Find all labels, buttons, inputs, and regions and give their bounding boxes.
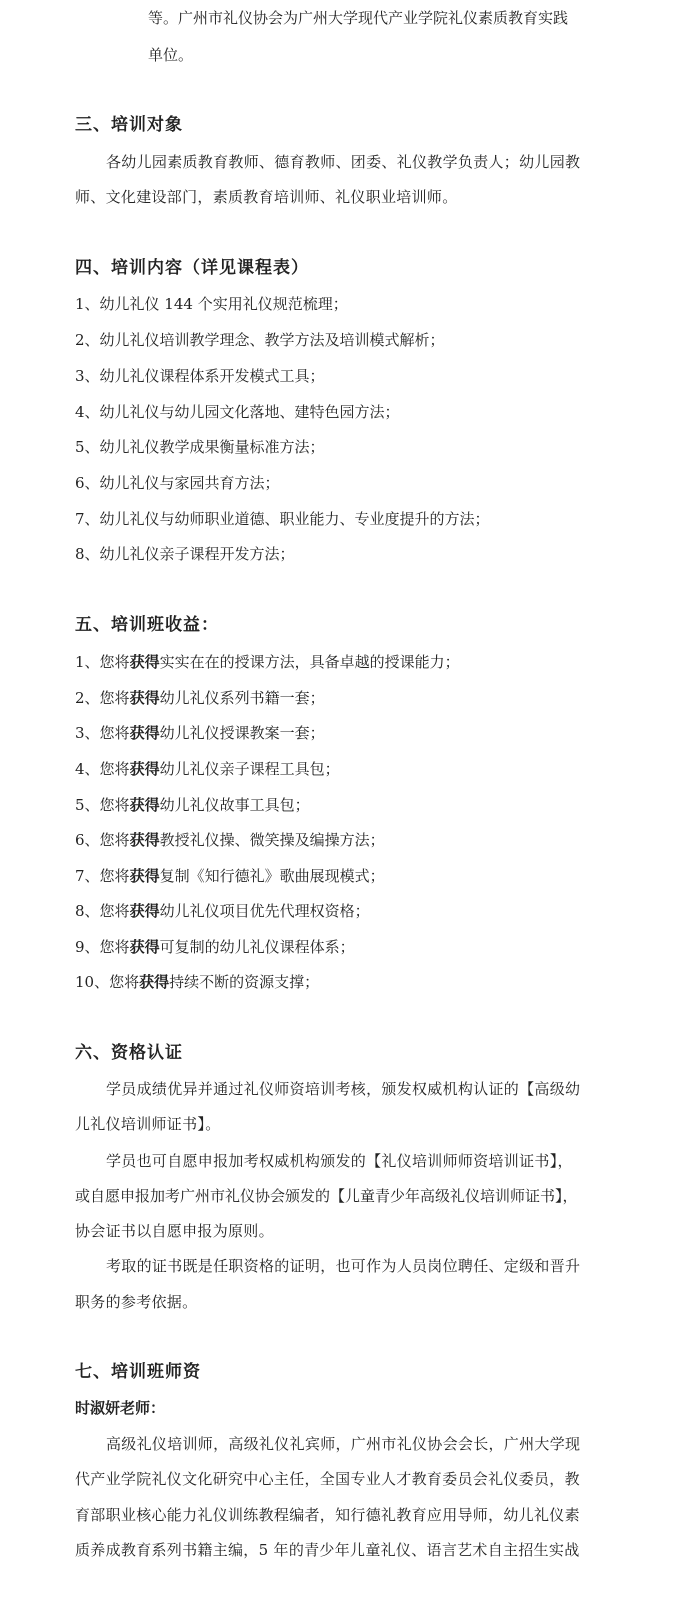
section-6-p2-line-1: 学员也可自愿申报加考权威机构颁发的【礼仪培训师师资培训证书】，: [106, 1152, 573, 1170]
section-4-item: 4、幼儿礼仪与幼儿园文化落地、建特色园方法；: [75, 403, 400, 421]
teacher-bio-line-3: 育部职业核心能力礼仪训练教程编者，知行德礼教育应用导师，幼儿礼仪素: [75, 1506, 580, 1524]
benefit-number: 4、: [75, 760, 100, 778]
benefit-item: [75, 759, 340, 779]
benefit-keyword: 获得: [129, 831, 160, 849]
benefit-item: [75, 937, 355, 957]
benefit-prefix: 您将: [99, 689, 130, 707]
benefit-text: 幼儿礼仪亲子课程工具包；: [159, 760, 340, 778]
teacher-bio-line-2: 代产业学院礼仪文化研究中心主任，全国专业人才教育委员会礼仪委员，教: [75, 1470, 580, 1488]
section-4-heading: 四、培训内容（详见课程表）: [75, 258, 309, 278]
benefit-item: [75, 795, 310, 815]
benefit-text: 可复制的幼儿礼仪课程体系；: [159, 938, 355, 956]
section-6-p2-line-2: 或自愿申报加考广州市礼仪协会颁发的【儿童青少年高级礼仪培训师证书】，: [75, 1187, 578, 1205]
benefit-keyword: 获得: [129, 724, 160, 742]
benefit-keyword: 获得: [129, 760, 160, 778]
benefit-keyword: 获得: [129, 653, 160, 671]
section-6-p3-line-2: 职务的参考依据。: [75, 1293, 198, 1311]
section-7-heading: 七、培训班师资: [75, 1362, 201, 1382]
benefit-number: 7、: [75, 867, 100, 885]
benefit-number: 3、: [75, 724, 100, 742]
benefit-number: 8、: [75, 902, 100, 920]
section-4-item: 6、幼儿礼仪与家园共育方法；: [75, 474, 280, 492]
benefit-item: [75, 723, 325, 743]
benefit-prefix: 您将: [99, 867, 130, 885]
section-4-item: 2、幼儿礼仪培训教学理念、教学方法及培训模式解析；: [75, 331, 445, 349]
section-5-heading: 五、培训班收益：: [75, 615, 219, 635]
benefit-prefix: 您将: [99, 724, 130, 742]
benefit-text: 幼儿礼仪项目优先代理权资格；: [159, 902, 370, 920]
teacher-name: 时淑妍老师：: [75, 1399, 166, 1417]
benefit-keyword: 获得: [129, 867, 160, 885]
section-4-item: 5、幼儿礼仪教学成果衡量标准方法；: [75, 438, 325, 456]
benefit-item: [75, 866, 385, 886]
section-4-item: 8、幼儿礼仪亲子课程开发方法；: [75, 545, 295, 563]
benefit-prefix: 您将: [99, 796, 130, 814]
teacher-bio-line-1: 高级礼仪培训师，高级礼仪礼宾师，广州市礼仪协会会长，广州大学现: [106, 1435, 581, 1453]
section-4-item: 3、幼儿礼仪课程体系开发模式工具；: [75, 367, 325, 385]
benefit-keyword: 获得: [139, 973, 170, 991]
section-6-p2-line-3: 协会证书以自愿申报为原则。: [75, 1222, 274, 1240]
section-3-line-2: 师、文化建设部门，素质教育培训师、礼仪职业培训师。: [75, 188, 458, 206]
section-6-heading: 六、资格认证: [75, 1043, 183, 1063]
benefit-item: [75, 901, 370, 921]
benefit-text: 幼儿礼仪故事工具包；: [159, 796, 310, 814]
benefit-text: 幼儿礼仪系列书籍一套；: [159, 689, 325, 707]
benefit-number: 10、: [75, 973, 110, 991]
benefit-keyword: 获得: [129, 902, 160, 920]
benefit-number: 1、: [75, 653, 100, 671]
section-6-p3-line-1: 考取的证书既是任职资格的证明，也可作为人员岗位聘任、定级和晋升: [106, 1257, 581, 1275]
section-4-item: 7、幼儿礼仪与幼师职业道德、职业能力、专业度提升的方法；: [75, 510, 490, 528]
benefit-prefix: 您将: [99, 760, 130, 778]
section-6-p1-line-2: 儿礼仪培训师证书】。: [75, 1115, 221, 1133]
benefit-keyword: 获得: [129, 938, 160, 956]
section-3-line-1: 各幼儿园素质教育教师、德育教师、团委、礼仪教学负责人；幼儿园教: [106, 153, 581, 171]
benefit-keyword: 获得: [129, 796, 160, 814]
benefit-item: [75, 830, 385, 850]
benefit-item: [75, 652, 460, 672]
intro-line-1: 等。广州市礼仪协会为广州大学现代产业学院礼仪素质教育实践: [148, 9, 569, 27]
benefit-number: 5、: [75, 796, 100, 814]
section-4-item: 1、幼儿礼仪 144 个实用礼仪规范梳理；: [75, 295, 348, 313]
benefit-item: [75, 972, 319, 992]
benefit-text: 教授礼仪操、微笑操及编操方法；: [159, 831, 385, 849]
benefit-prefix: 您将: [99, 902, 130, 920]
benefit-number: 6、: [75, 831, 100, 849]
benefit-text: 复制《知行德礼》歌曲展现模式；: [159, 867, 385, 885]
benefit-text: 持续不断的资源支撑；: [169, 973, 320, 991]
benefit-text: 实实在在的授课方法，具备卓越的授课能力；: [159, 653, 460, 671]
teacher-bio-line-4: 质养成教育系列书籍主编，5 年的青少年儿童礼仪、语言艺术自主招生实战: [75, 1541, 580, 1559]
section-3-heading: 三、培训对象: [75, 115, 183, 135]
benefit-prefix: 您将: [99, 831, 130, 849]
benefit-prefix: 您将: [99, 938, 130, 956]
benefit-keyword: 获得: [129, 689, 160, 707]
intro-line-2: 单位。: [148, 46, 194, 64]
benefit-text: 幼儿礼仪授课教案一套；: [159, 724, 325, 742]
benefit-prefix: 您将: [109, 973, 140, 991]
section-6-p1-line-1: 学员成绩优异并通过礼仪师资培训考核，颁发权威机构认证的【高级幼: [106, 1080, 581, 1098]
benefit-prefix: 您将: [99, 653, 130, 671]
benefit-item: [75, 688, 325, 708]
benefit-number: 9、: [75, 938, 100, 956]
benefit-number: 2、: [75, 689, 100, 707]
